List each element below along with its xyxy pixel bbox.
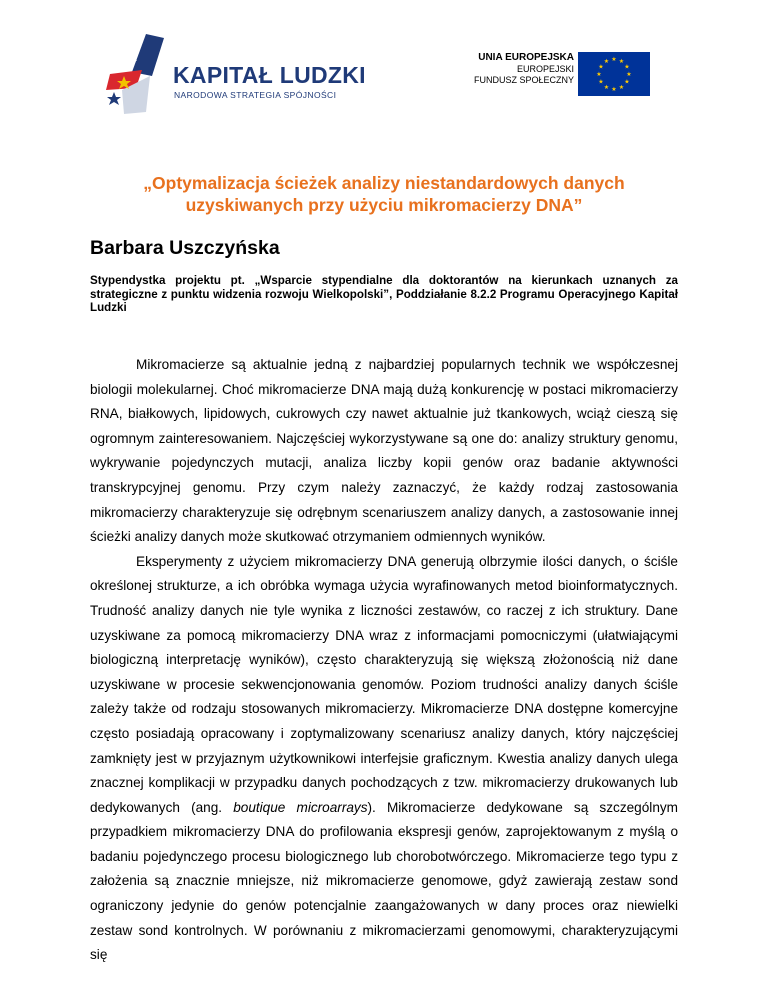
- paragraph-2-part-1: Eksperymenty z użyciem mikromacierzy DNA generują olbrzymie ilości danych, o ściśle określonej strukturze, a ich obróbka wymaga użycia wyrafinowanych metod bioinformatycznych. Trudność analizy danych nie tyle wynika z liczności zestawów, co raczej z ich struktury. Dane uzyskiwane za pomocą mikromacierzy DNA wraz z informacjami pomocniczymi (ułatwiającymi biologiczną interpretację wyników), często charakteryzują się większą złożonością niż dane uzyskiwane w procesie sekwencjonowania genomów. Poziom trudności analizy danych ściśle zależy także od rodzaju stosowanych mikromacierzy. Mikromacierze DNA dostępne komercyjne często posiadają opracowany i zoptymalizowany scenariusz analizy danych, który najczęściej zamknięty jest w przyjaznym użytkownikowi interfejsie graficznym. Kwestia analizy danych ulega znacznej komplikacji w przypadku danych pochodzących z tzw. mikromacierzy drukowanych lub dedykowanych (ang.: [90, 553, 678, 815]
- eu-logo-line1: UNIA EUROPEJSKA: [478, 52, 574, 63]
- svg-text:★: ★: [618, 84, 625, 91]
- svg-text:★: ★: [603, 58, 610, 65]
- svg-text:★: ★: [624, 78, 630, 86]
- eu-logo-line3: FUNDUSZ SPOŁECZNY: [473, 75, 574, 85]
- kapital-ludzki-logo: [102, 32, 366, 122]
- paragraph-2-part-2: ). Mikromacierze dedykowane są szczególnym przypadkiem mikromacierzy DNA do profilowania ekspresji genów, zaprojektowanym z myślą o badaniu pojedynczego procesu biologicznego lub chorobotwórczego. Mikromacierze tego typu z założenia są znacznie mniejsze, niż mikromacierze genomowe, gdyż zawierają zestaw sond ograniczony jedynie do genów potencjalnie zaangażowanych w dany proces oraz niewielki zestaw sond kontrolnych. W porównaniu z mikromacierzami genomowymi, charakteryzującymi się: [90, 799, 678, 963]
- author-name: Barbara Uszczyńska: [90, 237, 280, 259]
- eu-logo-line2: EUROPEJSKI: [516, 64, 574, 74]
- svg-text:★: ★: [618, 58, 625, 65]
- kapital-ludzki-subtitle: NARODOWA STRATEGIA SPÓJNOŚCI: [174, 90, 337, 100]
- svg-text:★: ★: [624, 63, 630, 71]
- eu-flag-icon: [578, 52, 650, 96]
- eu-logo: [470, 52, 650, 96]
- paragraph-2-italic-term: boutique microarrays: [233, 799, 368, 815]
- svg-text:★: ★: [611, 56, 617, 63]
- svg-text:★: ★: [596, 71, 602, 78]
- paragraph-2: [90, 550, 678, 968]
- affiliation-note: Stypendystka projektu pt. „Wsparcie stypendialne dla doktorantów na kierunkach uznanych za strategiczne z punktu widzenia rozwoju Wielkopolski”, Poddziałanie 8.2.2 Programu Operacyjnego Kapitał Ludzki: [90, 274, 678, 314]
- svg-text:★: ★: [598, 78, 604, 86]
- kapital-ludzki-title: KAPITAŁ LUDZKI: [173, 62, 366, 88]
- paragraph-1: Mikromacierze są aktualnie jedną z najbardziej popularnych technik we współczesnej biologii molekularnej. Choć mikromacierze DNA mają dużą konkurencję w postaci mikromacierzy RNA, białkowych, lipidowych, cukrowych czy nawet aktualnie już tkankowych, wciąż cieszą się ogromnym zainteresowaniem. Najczęściej wykorzystywane są one do: analizy struktury genomu, wykrywanie pojedynczych mutacji, analiza liczby kopii genów oraz badanie aktywności transkrypcyjnej genomu. Przy czym należy zaznaczyć, że każdy rodzaj zastosowania mikromacierzy charakteryzuje się odrębnym scenariuszem analizy danych, a zastosowanie innej ścieżki analizy danych może skutkować otrzymaniem odmiennych wyników.: [90, 357, 678, 545]
- svg-text:★: ★: [611, 86, 617, 93]
- document-title: „Optymalizacja ścieżek analizy niestandardowych danych uzyskiwanych przy użyciu mikromacierzy DNA”: [143, 173, 625, 215]
- svg-text:★: ★: [598, 63, 604, 71]
- kapital-ludzki-emblem-icon: [102, 32, 166, 122]
- eu-logo-text: [474, 52, 574, 86]
- svg-text:★: ★: [626, 71, 632, 78]
- document-body: [90, 353, 678, 968]
- svg-text:★: ★: [603, 84, 610, 91]
